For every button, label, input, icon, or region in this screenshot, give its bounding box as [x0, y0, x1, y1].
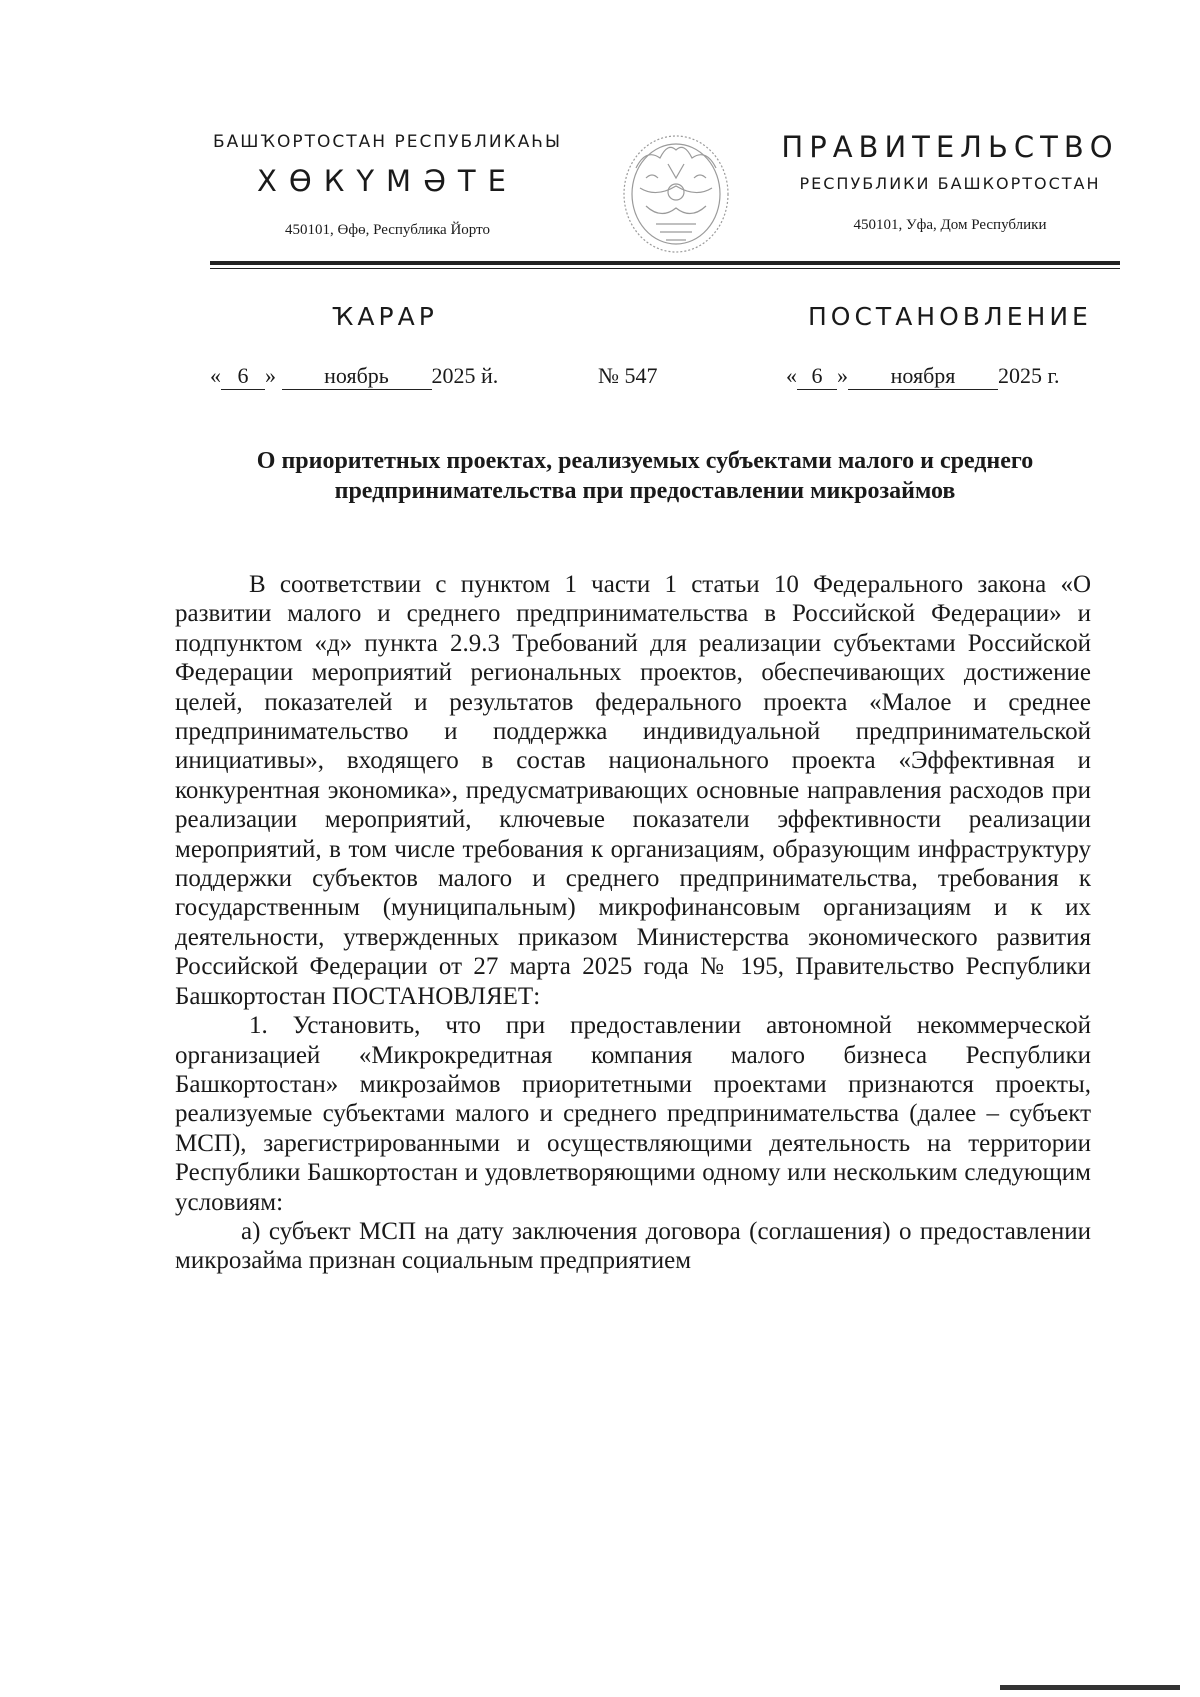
date-left-month: ноябрь: [282, 363, 432, 390]
doc-type-bashkir: ҠАРАР: [332, 302, 438, 331]
header-left-line1: БАШҠОРТОСТАН РЕСПУБЛИКАҺЫ: [212, 132, 563, 152]
date-russian: [786, 363, 1060, 390]
date-right-year: 2025 г.: [998, 363, 1060, 388]
date-right-month: ноября: [848, 363, 998, 390]
document-number: № 547: [598, 363, 658, 388]
date-right-close-quote: »: [837, 363, 848, 388]
paragraph-subitem-a: а) субъект МСП на дату заключения договора (соглашения) о предоставлении микрозайма признан социальным предприятием: [175, 1217, 1091, 1275]
date-left-day: 6: [221, 363, 265, 390]
coat-of-arms-icon: [616, 128, 736, 258]
scan-edge-mark: [1000, 1685, 1180, 1690]
header-left-line2: ХӨКҮМӘТЕ: [257, 164, 518, 198]
doc-type-russian: ПОСТАНОВЛЕНИЕ: [808, 302, 1092, 331]
header-right-line2: РЕСПУБЛИКИ БАШКОРТОСТАН: [799, 174, 1101, 193]
date-left-open-quote: «: [210, 363, 221, 388]
paragraph-item-1: 1. Установить, что при предоставлении автономной некоммерческой организацией «Микрокредитная компания малого бизнеса Республики Башкортостан» микрозаймов приоритетными проектами признаются проекты, реализуемые субъектами малого и среднего предпринимательства (далее – субъект МСП), зарегистрированными и осуществляющими деятельность на территории Республики Башкортостан и удовлетворяющими одному или нескольким следующим условиям:: [175, 1012, 1091, 1216]
header-rule-thin: [210, 268, 1120, 269]
header-right-line1: ПРАВИТЕЛЬСТВО: [781, 130, 1119, 164]
header-left-bashkir: [190, 132, 585, 239]
paragraph-preamble: В соответствии с пунктом 1 части 1 статьи 10 Федерального закона «О развитии малого и среднего предпринимательства в Российской Федерации» и подпунктом «д» пункта 2.9.3 Требований для реализации субъектами Российской Федерации мероприятий региональных проектов, обеспечивающих достижение целей, показателей и результатов федерального проекта «Малое и среднее предпринимательство и поддержка индивидуальной предпринимательской инициативы», входящего в состав национального проекта «Эффективная и конкурентная экономика», предусматривающих основные направления расходов при реализации мероприятий, ключевые показатели эффективности реализации мероприятий, в том числе требования к организациям, образующим инфраструктуру поддержки субъектов малого и среднего предпринимательства, требования к государственным (муниципальным) микрофинансовым организациям и к их деятельности, утвержденных приказом Министерства экономического развития Российской Федерации от 27 марта 2025 года № 195, Правительство Республики Башкортостан ПОСТАНОВЛЯЕТ:: [175, 571, 1091, 1010]
date-bashkir: [210, 363, 498, 390]
header-rule-thick: [210, 261, 1120, 265]
header-right-address: 450101, Уфа, Дом Республики: [853, 217, 1047, 233]
date-left-close-quote: »: [265, 363, 276, 388]
header-left-address: 450101, Өфө, Республика Йорто: [285, 222, 490, 238]
document-title: О приоритетных проектах, реализуемых субъектами малого и среднего предпринимательства при предоставлении микрозаймов: [256, 448, 1034, 504]
date-left-year: 2025 й.: [431, 363, 499, 388]
date-right-day: 6: [797, 363, 837, 390]
date-right-open-quote: «: [786, 363, 797, 388]
document-body: [175, 570, 1091, 1276]
header-right-russian: [760, 130, 1140, 234]
